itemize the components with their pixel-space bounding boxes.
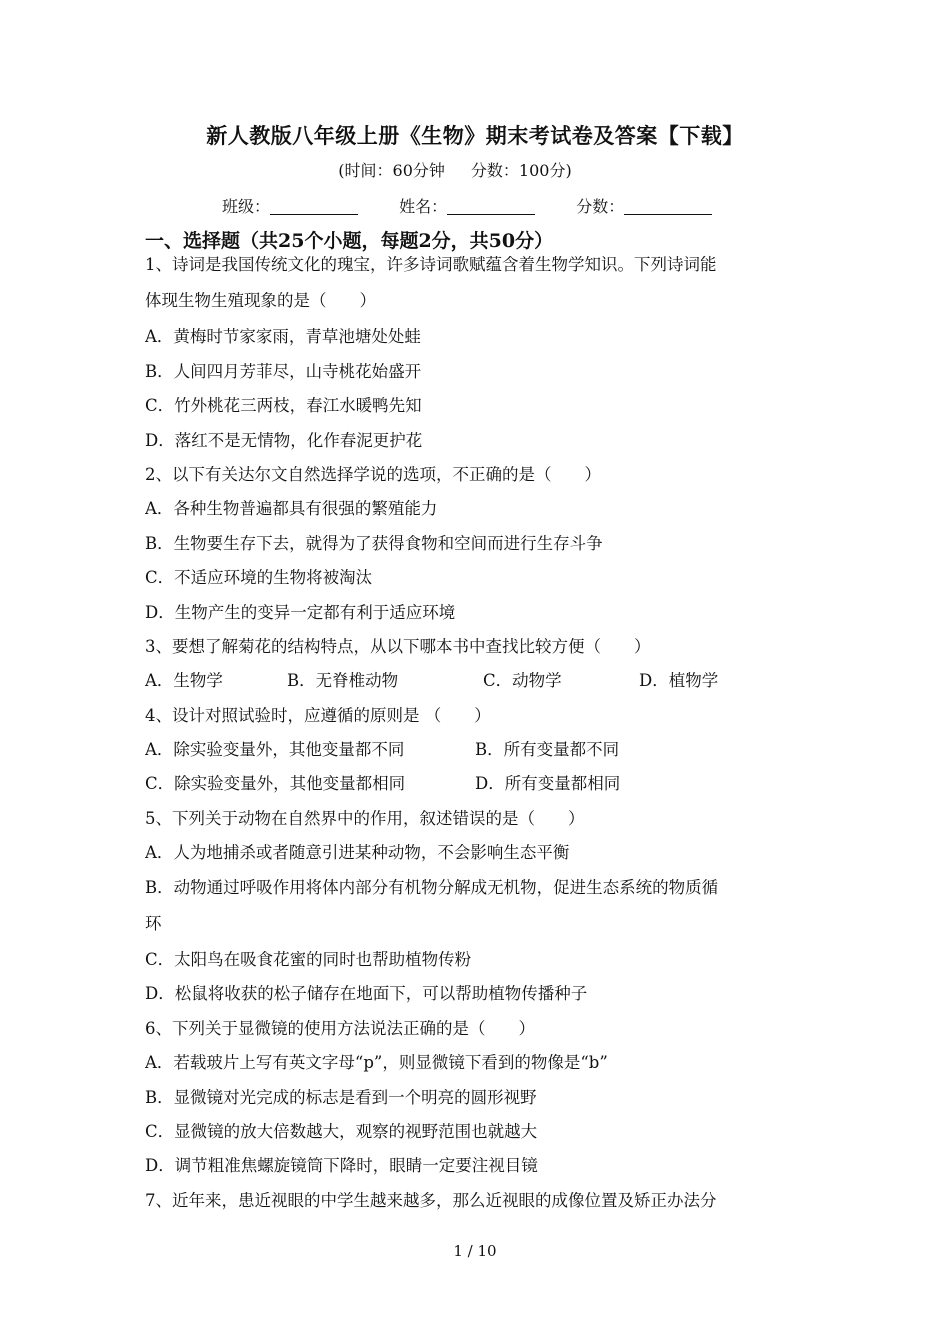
question-6-option-d: D．调节粗准焦螺旋镜筒下降时，眼睛一定要注视目镜 bbox=[145, 1156, 538, 1176]
question-2-option-b: B．生物要生存下去，就得为了获得食物和空间而进行生存斗争 bbox=[145, 533, 603, 553]
question-1-option-d: D．落红不是无情物，化作春泥更护花 bbox=[145, 430, 423, 450]
question-6-option-a: A．若载玻片上写有英文字母“p”，则显微镜下看到的物像是“b” bbox=[145, 1053, 608, 1073]
question-6-stem: 6、下列关于显微镜的使用方法说法正确的是（ ） bbox=[145, 1018, 535, 1038]
question-3-option-b: B．无脊椎动物 bbox=[287, 671, 399, 691]
question-1-option-a: A．黄梅时节家家雨，青草池塘处处蛙 bbox=[145, 327, 421, 347]
question-1-stem: 1、诗词是我国传统文化的瑰宝，许多诗词歌赋蕴含着生物学知识。下列诗词能 bbox=[145, 255, 717, 274]
class-label: 班级： bbox=[222, 197, 271, 216]
question-1-option-b: B．人间四月芳菲尽，山寺桃花始盛开 bbox=[145, 361, 422, 381]
name-label: 姓名： bbox=[399, 197, 448, 216]
exam-title: 新人教版八年级上册《生物》期末考试卷及答案【下载】 bbox=[206, 123, 744, 148]
question-4-option-b: B．所有变量都不同 bbox=[475, 740, 620, 760]
question-4-stem: 4、设计对照试验时，应遵循的原则是 （ ） bbox=[145, 705, 491, 725]
question-2-option-c: C．不适应环境的生物将被淘汰 bbox=[145, 568, 373, 588]
question-3-option-c: C．动物学 bbox=[483, 671, 562, 691]
question-5-option-b: B．动物通过呼吸作用将体内部分有机物分解成无机物，促进生态系统的物质循 bbox=[145, 877, 719, 897]
question-7-stem: 7、近年来，患近视眼的中学生越来越多，那么近视眼的成像位置及矫正办法分 bbox=[145, 1190, 717, 1210]
question-5-option-a: A．人为地捕杀或者随意引进某种动物，不会影响生态平衡 bbox=[145, 843, 570, 863]
question-3-stem: 3、要想了解菊花的结构特点，从以下哪本书中查找比较方便（ ） bbox=[145, 636, 651, 656]
question-3-options bbox=[145, 664, 815, 698]
points-field bbox=[576, 194, 712, 217]
question-1-stem-cont: 体现生物生殖现象的是（ ） bbox=[145, 291, 376, 311]
question-5-option-c: C．太阳鸟在吸食花蜜的同时也帮助植物传粉 bbox=[145, 950, 472, 970]
question-4-options-row2 bbox=[145, 767, 815, 801]
section-heading: 一、选择题（共25个小题，每题2分，共50分） bbox=[145, 230, 554, 252]
question-2-option-a: A．各种生物普遍都具有很强的繁殖能力 bbox=[145, 499, 438, 519]
exam-subtitle bbox=[0, 158, 910, 181]
class-field bbox=[222, 194, 358, 217]
question-5-option-d: D．松鼠将收获的松子储存在地面下，可以帮助植物传播种子 bbox=[145, 984, 588, 1004]
question-2-stem: 2、以下有关达尔文自然选择学说的选项，不正确的是（ ） bbox=[145, 464, 601, 484]
question-6-option-c: C．显微镜的放大倍数越大，观察的视野范围也就越大 bbox=[145, 1121, 538, 1141]
question-list bbox=[145, 248, 815, 1218]
points-blank bbox=[624, 198, 712, 215]
question-6-option-b: B．显微镜对光完成的标志是看到一个明亮的圆形视野 bbox=[145, 1087, 537, 1107]
question-4-options-row1 bbox=[145, 733, 815, 767]
question-5-option-b-cont: 环 bbox=[145, 914, 162, 934]
time-label: (时间：60分钟 bbox=[338, 161, 445, 180]
question-3-option-a: A．生物学 bbox=[145, 671, 223, 691]
question-3-option-d: D．植物学 bbox=[639, 671, 719, 691]
question-4-option-d: D．所有变量都相同 bbox=[475, 774, 621, 794]
points-label: 分数： bbox=[576, 197, 625, 216]
name-blank bbox=[447, 198, 535, 215]
class-blank bbox=[270, 198, 358, 215]
student-info-row bbox=[222, 194, 748, 217]
page-number: 1 / 10 bbox=[453, 1242, 497, 1260]
score-label: 分数：100分) bbox=[470, 161, 572, 180]
question-4-option-a: A．除实验变量外，其他变量都不同 bbox=[145, 740, 405, 760]
question-4-option-c: C．除实验变量外，其他变量都相同 bbox=[145, 774, 406, 794]
question-5-stem: 5、下列关于动物在自然界中的作用，叙述错误的是（ ） bbox=[145, 808, 585, 828]
question-2-option-d: D．生物产生的变异一定都有利于适应环境 bbox=[145, 602, 456, 622]
question-1-option-c: C．竹外桃花三两枝，春江水暖鸭先知 bbox=[145, 396, 422, 416]
name-field bbox=[399, 194, 535, 217]
